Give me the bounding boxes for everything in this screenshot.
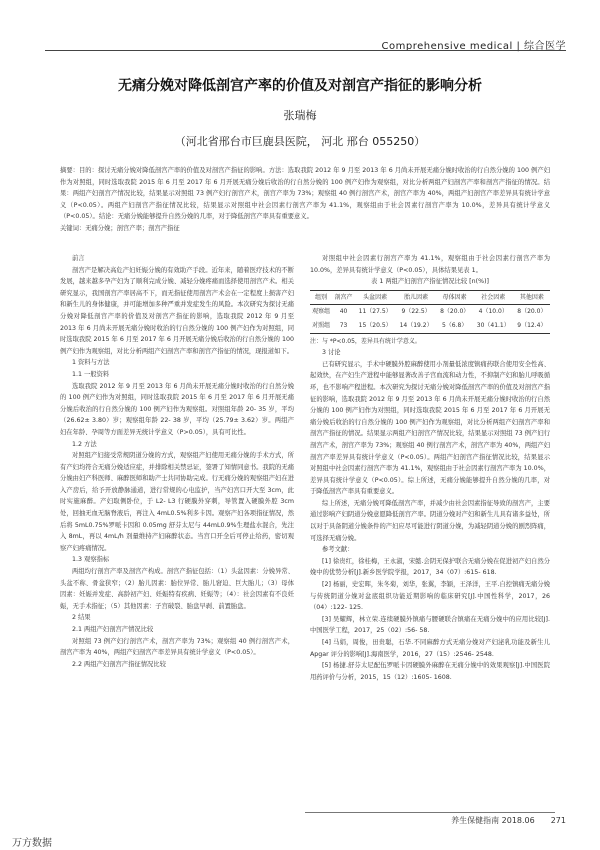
table-header-cell: 社会因素 xyxy=(481,293,506,301)
table-cell: 73 xyxy=(339,321,348,329)
table-cell: 观察组 xyxy=(312,308,331,316)
section-heading: 1.3 观察指标 xyxy=(72,556,110,564)
section-heading: 1 资料与方法 xyxy=(72,359,110,367)
reference-item: [4] 马娟，周俊，田贵聪，石华.不同麻醉方式无痛分娩对产妇泌乳功能及新生儿 Apgar 评分的影响[J].海南医学，2016，27（15）:2546- 2548. xyxy=(310,639,550,658)
header-divider xyxy=(45,50,566,51)
page-footer xyxy=(451,815,566,826)
left-column xyxy=(60,253,294,670)
reference-item: [3] 吴耀辉，林立荣.连续硬膜外镇痛与腰硬联合镇痛在无痛分娩中的应用比较[J].中国医学工程，2017，25（02）:56- 58. xyxy=(310,615,550,635)
table-title: 表 1 两组产妇剖宫产指征情况比较 [n(%)] xyxy=(371,278,489,286)
section-heading: 1.2 方法 xyxy=(72,440,97,448)
author: 张瑞梅 xyxy=(283,109,317,122)
table-cell: 15（20.5） xyxy=(358,321,392,329)
table-header-cell: 其他因素 xyxy=(519,293,544,301)
paragraph: 选取我院 2012 年 9 月至 2013 年 6 月尚未开展无痛分娩时收治的行自然分娩的 100 例产妇作为对照组，同时选取我院 2015 年 6 月至 2017 年 6 月开展无痛分娩后收治的行自然分娩的 100 例产妇作为观察组。对照组年龄 20- 35 岁，平均（26.62± 3.80）岁；观察组年龄 22- 38 岁，平均（25.79± 3.62）岁。两组产妇在年龄、孕周等方面差异无统计学意义（P>0.05），具有可比性。 xyxy=(60,382,294,436)
footer-divider xyxy=(305,812,555,813)
table-cell: 14（19.2） xyxy=(399,321,433,329)
table-cell: 9（22.5） xyxy=(401,308,431,316)
table-header-cell: 头盆因素 xyxy=(363,293,388,301)
section-heading: 2.1 两组产妇剖宫产情况比较 xyxy=(72,626,154,633)
paragraph: 剖宫产是解决高危产妇妊娠分娩的有效助产手段。近年来，随着医疗技术的不断发展，越来越多孕产妇为了顺利完成分娩、减轻分娩疼痛而选择使用剖宫产术。相关研究显示，我国剖宫产率居高不下，而无指征使用剖宫产术会在一定程度上损害产妇和新生儿的身体健康，并可能增加多种严重并发症发生的风险。本次研究为探讨无痛分娩对降低剖宫产率的价值及对剖宫产指征的影响，选取我院 2012 年 9 月至 2013 年 6 月尚未开展无痛分娩时收治的行自然分娩的 100 例产妇作为对照组，同时选取我院 2015 年 6 月至 2017 年 6 月开展无痛分娩后收治的行自然分娩的 100 例产妇作为观察组，对比分析两组产妇剖宫产率和剖宫产指征的情况，现报道如下。 xyxy=(60,266,294,355)
abstract xyxy=(60,165,550,235)
right-column xyxy=(310,253,550,683)
journal-issue: 养生保健指南 2018.06 xyxy=(451,816,535,825)
paragraph: 对照组中社会因素行剖宫产率为 41.1%，观察组由于社会因素行剖宫产率为 10.0%，差异具有统计学意义（P<0.05），具体结果见表 1。 xyxy=(310,255,550,274)
table-note: 注：与 *P<0.05，差异具有统计学意义。 xyxy=(310,337,421,345)
table-cell: 30（41.1） xyxy=(476,321,510,329)
table-header-row xyxy=(310,290,550,305)
table-header-cell: 母体因素 xyxy=(442,293,467,301)
table-cell: 9（12.4） xyxy=(517,321,547,329)
table-cell: 40 xyxy=(339,308,348,316)
section-heading: 3 讨论 xyxy=(322,349,341,357)
section-heading: 前言 xyxy=(72,255,85,262)
reference-item: [2] 杨丽，史宏晖，朱冬菊，刘华，张翼，李颖，王泽洋，王平.自控镇痛无痛分娩与传统阴道分娩对盆底组织功能近期影响的临床研究[J].中国性科学，2017，26（04）:122- 125. xyxy=(310,581,550,612)
paragraph: 两组均行剖宫产率及剖宫产构成。剖宫产指征包括：（1）头盆因素：分娩异常、头盆不称、骨盆狭窄；（2）胎儿因素：胎位异常、胎儿窘迫、巨大胎儿；（3）母体因素：妊娠并发症、高龄初产妇、妊娠特有疾病、妊娠等；（4）：社会因素有不良妊娠，无手术指征；（5）其他因素：子宫破裂、胎盘早剥、前置胎盘。 xyxy=(60,568,294,610)
table-cell: 5（6.8） xyxy=(441,321,468,329)
affiliation: （河北省邢台市巨鹿县医院， 河北 邢台 055250） xyxy=(174,135,426,148)
table-cell: 8（20.0） xyxy=(517,308,547,316)
watermark: 万方数据 xyxy=(12,838,52,849)
paragraph: 综上所述，无痛分娩可降低剖宫产率，并减少由社会因素指征导致的剖宫产，主要通过影响产妇阴道分娩意愿降低剖宫产率。阴道分娩对产妇和新生儿具有诸多益处，所以对于具备阴道分娩条件的产妇应尽可能进行阴道分娩，为减轻阴道分娩的剧烈阵痛，可选择无痛分娩。 xyxy=(310,499,550,542)
table-cell: 11（27.5） xyxy=(358,308,392,316)
references-heading: 参考文献： xyxy=(322,546,354,554)
paragraph: 已有研究显示，手术中硬膜外腔麻醉使用小剂量低浓度镇痛药联合使用安全性高、起效快，在产妇生产进程中能够显著改善子宫血流和动力性，不抑制产妇和胎儿呼吸循环，也不影响产程进程。本次研究为探讨无痛分娩对降低剖宫产率的价值及对剖宫产指征的影响，选取我院 2012 年 9 月至 2013 年 6 月尚未开展无痛分娩时收治的行自然分娩的 100 例产妇作为对照组，同时选取我院 2015 年 6 月至 2017 年 6 月开展无痛分娩后收治的行自然分娩的 100 例产妇作为观察组，对比分析两组产妇剖宫产率和剖宫产指征的情况。结果显示两组产妇剖宫产情况比较，结果显示对照组 73 例产妇行剖宫产术，剖宫产率为 73%；观察组 40 例行剖宫产术，剖宫产率为 40%，两组产妇剖宫产率差异具有统计学意义（P<0.05）。两组产妇剖宫产指征情况比较，结果显示对照组中社会因素行剖宫产率为 41.1%，观察组由于社会因素行剖宫产率为 10.0%，差异具有统计学意义（P<0.05）。综上所述，无痛分娩能够提升自然分娩的几率，对于降低剖宫产率具有重要意义。 xyxy=(310,360,550,496)
section-heading: 2.2 两组产妇剖宫产指征情况比较 xyxy=(72,660,166,668)
section-heading: 1.1 一般资料 xyxy=(72,370,110,378)
paragraph: 对照组 73 例产妇行剖宫产术，剖宫产率为 73%；观察组 40 例行剖宫产术，剖宫产率为 40%，两组产妇剖宫产率差异具有统计学意义（P<0.05）。 xyxy=(60,637,294,657)
reference-item: [5] 杨捷.舒芬太尼配伍罗哌卡因硬膜外麻醉在无痛分娩中的效果观察[J].中国医院用药评价与分析，2015，15（12）:1605- 1608. xyxy=(310,662,550,681)
page-number: 271 xyxy=(550,816,566,825)
table-cell: 对照组 xyxy=(312,321,331,329)
indication-table xyxy=(310,290,550,334)
section-heading: 2 结果 xyxy=(72,614,91,622)
table-header-cell: 组别 xyxy=(315,293,328,301)
table-row xyxy=(310,305,550,319)
table-cell: 8（20.0） xyxy=(440,308,470,316)
running-header: Comprehensive medical | 综合医学 xyxy=(381,41,566,52)
keywords: 关键词：无痛分娩；剖宫产率；剖宫产指征 xyxy=(60,224,180,232)
paragraph: 对照组产妇接受常规阴道分娩的方式，观察组产妇使用无痛分娩的手术方式，所有产妇均符合无痛分娩适应症，并排除相关禁忌证，签署了知情同意书。我院的无痛分娩由妇产科医师、麻醉医师和助产士共同协助完成。行无痛分娩的观察组产妇在进入产房后，给予开放静脉通道，进行常规的心电监护，当产妇宫口开大至 3cm，此时实施麻醉。产妇取侧卧位，于 L2- L3 行硬膜外穿刺，导管置入硬膜外腔 3cm 处，回抽无血无脑脊液后，再注入 4mL0.5%利多卡因。观察产妇各项指征情况，然后将 5mL0.75%罗哌卡因和 0.05mg 舒芬太尼与 44mL0.9%生理盐水混合，先注入 8mL，再以 4mL/h 剂量维持产妇麻醉状态。当宫口开全后可停止给药，密切观察产妇疼痛情况。 xyxy=(60,452,294,552)
table-cell: 4（10.0） xyxy=(478,308,508,316)
abstract-summary: 摘要：目的：探讨无痛分娩对降低剖宫产率的价值及对剖宫产指征的影响。方法：选取我院 2012 年 9 月至 2013 年 6 月尚未开展无痛分娩时收治的行自然分娩的 100 例产妇作为对照组，同时选取我院 2015 年 6 月至 2017 年 6 月开展无痛分娩后收治的行自然分娩的 100 例产妇作为观察组，对比分析两组产妇剖宫产率和剖宫产指征的情况。结果：两组产妇剖宫产情况比较，结果显示对照组 73 例产妇行剖宫产术，剖宫产率为 73%；观察组 40 例行剖宫产术，剖宫产率为 40%，两组产妇剖宫产率差异具有统计学意义（P<0.05）。两组产妇剖宫产指征情况比较，结果显示对照组中社会因素行剖宫产率为 41.1%，观察组由于社会因素行剖宫产率为 10.0%，差异具有统计学意义（P<0.05）。结论：无痛分娩能够提升自然分娩的几率，对于降低剖宫产率具有重要意义。 xyxy=(60,167,550,221)
table-row xyxy=(310,319,550,333)
table-header-cell: 剖宫产 xyxy=(334,293,353,301)
table-header-cell: 胎儿因素 xyxy=(404,293,429,301)
paper-title: 无痛分娩对降低剖宫产率的价值及对剖宫产指征的影响分析 xyxy=(118,78,482,94)
reference-item: [1] 徐贵红，徐桂梅，王永淑，宋懿.会阴无保护联合无痛分娩在促进初产妇自然分娩中的优势分析[J].新乡医学院学报，2017，34（07）:615- 618. xyxy=(310,557,550,577)
